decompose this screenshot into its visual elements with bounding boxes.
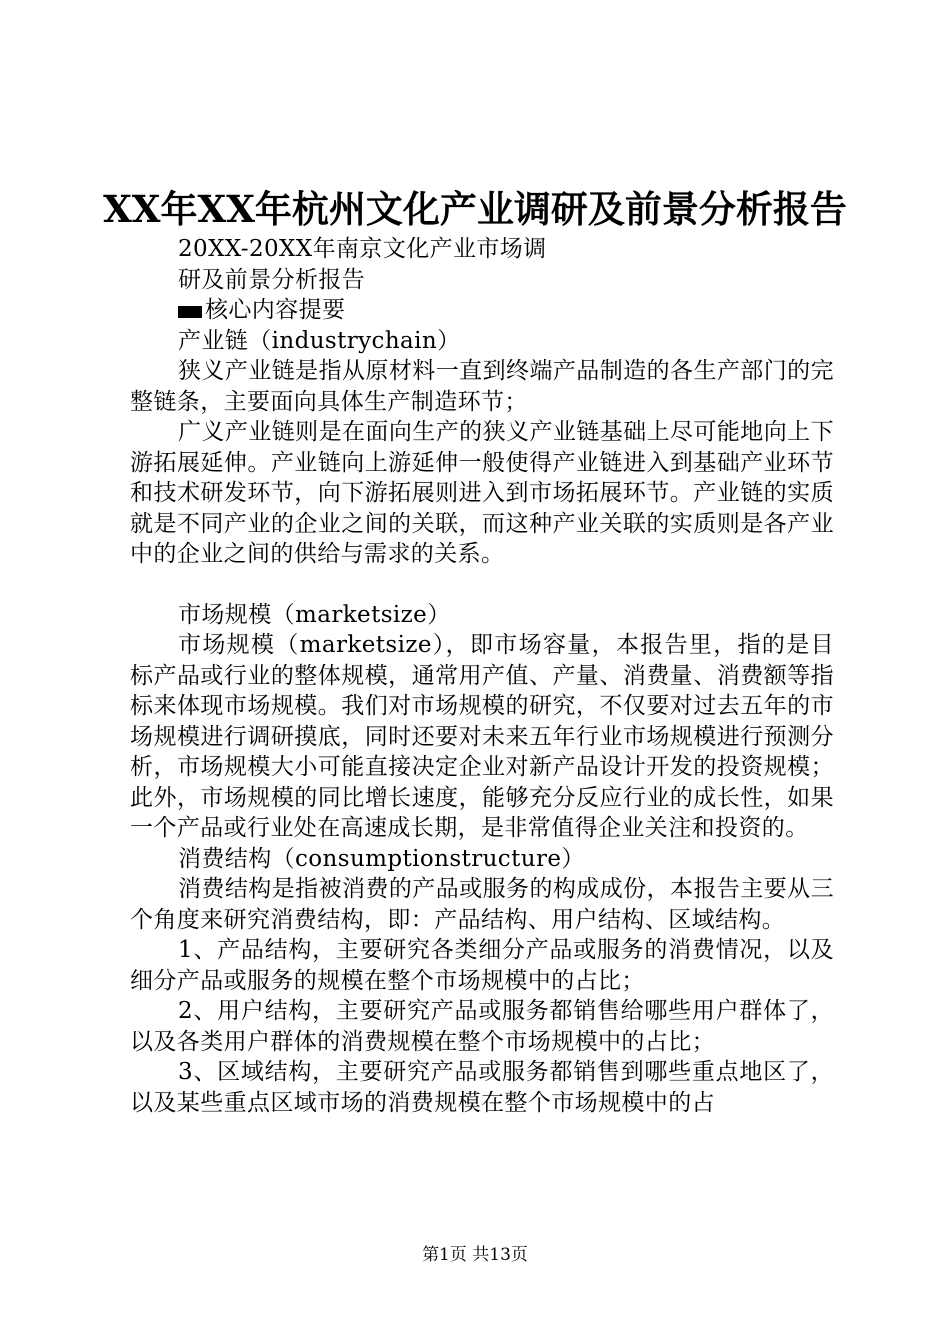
document-title: XX年XX年杭州文化产业调研及前景分析报告 (103, 187, 847, 231)
black-square-icon (178, 306, 202, 318)
document-body (130, 234, 834, 1118)
paragraph: 广义产业链则是在面向生产的狭义产业链基础上尽可能地向上下游拓展延伸。产业链向上游延伸一般使得产业链进入到基础产业环节和技术研发环节，向下游拓展则进入到市场拓展环节。产业链的实质就是不同产业的企业之间的关联，而这种产业关联的实质则是各产业中的企业之间的供给与需求的关系。 (130, 419, 834, 567)
section-heading: 市场规模（marketsize） (178, 601, 451, 628)
paragraph: 消费结构是指被消费的产品或服务的构成成份，本报告主要从三个角度来研究消费结构，即：产品结构、用户结构、区域结构。 (130, 876, 834, 933)
summary-heading (130, 295, 834, 326)
subtitle-line: 20XX-20XX年南京文化产业市场调 (178, 236, 547, 262)
page-footer: 第1页 共13页 (422, 1245, 528, 1265)
paragraph: 1、产品结构，主要研究各类细分产品或服务的消费情况，以及细分产品或服务的规模在整个市场规模中的占比； (130, 937, 834, 994)
paragraph: 3、区域结构，主要研究产品或服务都销售到哪些重点地区了，以及某些重点区域市场的消费规模在整个市场规模中的占 (130, 1059, 834, 1116)
paragraph: 狭义产业链是指从原材料一直到终端产品制造的各生产部门的完整链条，主要面向具体生产制造环节； (130, 358, 834, 415)
section-heading: 消费结构（consumptionstructure） (178, 845, 585, 872)
paragraph: 2、用户结构，主要研究产品或服务都销售给哪些用户群体了，以及各类用户群体的消费规模在整个市场规模中的占比； (130, 998, 834, 1055)
subtitle-line: 研及前景分析报告 (178, 266, 366, 293)
section-heading: 产业链（industrychain） (178, 327, 461, 354)
paragraph: 市场规模（marketsize），即市场容量，本报告里，指的是目标产品或行业的整体规模，通常用产值、产量、消费量、消费额等指标来体现市场规模。我们对市场规模的研究，不仅要对过去五年的市场规模进行调研摸底，同时还要对未来五年行业市场规模进行预测分析，市场规模大小可能直接决定企业对新产品设计开发的投资规模；此外，市场规模的同比增长速度，能够充分反应行业的成长性，如果一个产品或行业处在高速成长期，是非常值得企业关注和投资的。 (130, 632, 834, 841)
summary-heading-text: 核心内容提要 (205, 297, 346, 323)
